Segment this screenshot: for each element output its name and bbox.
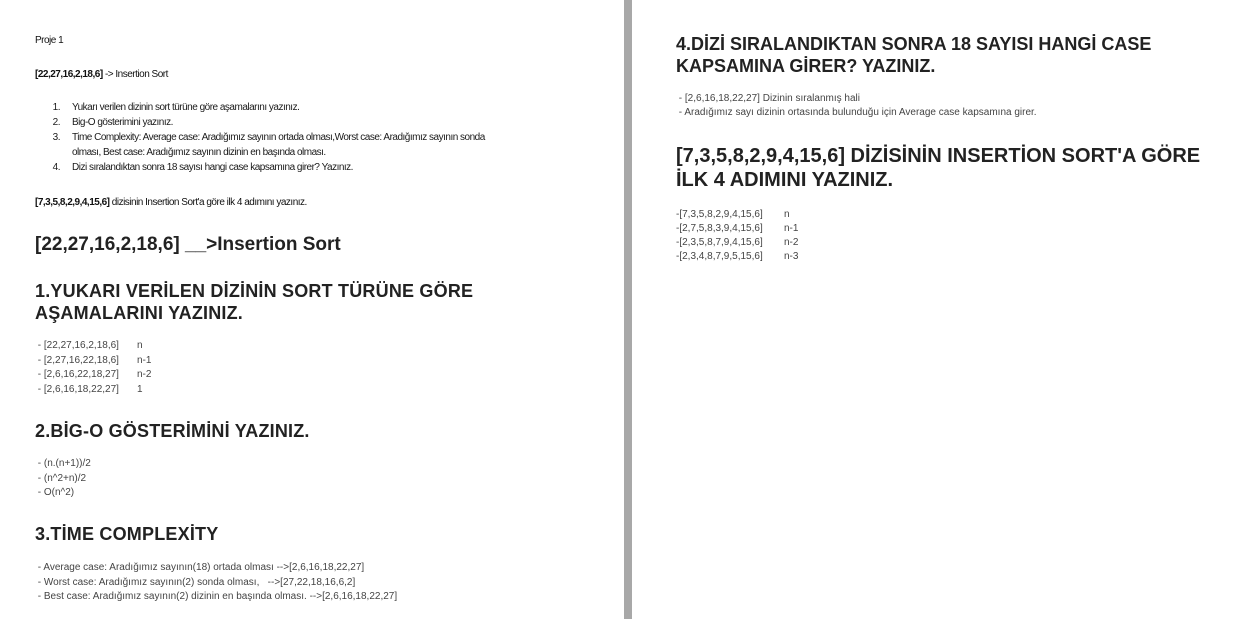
question-number: 2. [52, 117, 60, 128]
row-step: n-2 [137, 369, 152, 380]
section-5-row [676, 236, 798, 250]
array-line [35, 68, 168, 81]
row-step: n-3 [784, 251, 799, 262]
question-text: Time Complexity: Average case: Aradığımız sayının ortada olması,Worst case: Aradığımız sayının sonda [72, 132, 485, 143]
array-line-array: [22,27,16,2,18,6] [35, 69, 103, 80]
question-text: Dizi sıralandıktan sonra 18 sayısı hangi case kapsamına girer? Yazınız. [72, 162, 353, 173]
section-1-row [35, 383, 143, 398]
section-5-heading-line1: [7,3,5,8,2,9,4,15,6] DİZİSİNİN INSERTİON SORT'A GÖRE [676, 145, 1201, 167]
right-document-page [632, 0, 1246, 619]
question-text: Yukarı verilen dizinin sort türüne göre aşamalarını yazınız. [72, 102, 300, 113]
question-text: olması, Best case: Aradığımız sayının dizinin en başında olması. [72, 147, 326, 158]
section-4-heading-line1: 4.DİZİ SIRALANDIKTAN SONRA 18 SAYISI HANGİ CASE [676, 34, 1152, 54]
section-2-heading: 2.BİG-O GÖSTERİMİNİ YAZINIZ. [35, 421, 310, 441]
row-array: - [22,27,16,2,18,6] [35, 340, 119, 351]
row-array: - [2,6,16,22,18,27] [35, 369, 119, 380]
section-1-row [35, 368, 151, 383]
question-number: 1. [52, 102, 60, 113]
question-number: 3. [52, 132, 60, 143]
section-5-heading-line2: İLK 4 ADIMINI YAZINIZ. [676, 169, 894, 191]
row-array: -[7,3,5,8,2,9,4,15,6] [676, 209, 763, 220]
section-5-row [676, 222, 798, 236]
question-text: Big-O gösterimini yazınız. [72, 117, 173, 128]
row-step: n-1 [137, 354, 152, 366]
row-step: n-1 [784, 223, 799, 234]
section-2-line: - O(n^2) [35, 487, 75, 498]
section-4-heading-line2: KAPSAMINA GİRER? YAZINIZ. [676, 56, 936, 76]
question-5-suffix: dizisinin Insertion Sort'a göre ilk 4 adımını yazınız. [109, 197, 307, 208]
section-4-line: - [2,6,16,18,22,27] Dizinin sıralanmış hali [676, 93, 860, 104]
section-2-line: - (n.(n+1))/2 [35, 458, 91, 469]
row-array: -[2,3,5,8,7,9,4,15,6] [676, 237, 763, 248]
section-4-line: - Aradığımız sayı dizinin ortasında bulunduğu için Average case kapsamına girer. [676, 107, 1037, 118]
section-3-line: - Best case: Aradığımız sayının(2) dizinin en başında olması. -->[2,6,16,18,22,27] [35, 591, 398, 602]
section-3-line: - Worst case: Aradığımız sayının(2) sonda olması, -->[27,22,18,16,6,2] [35, 576, 356, 588]
section-1-row [35, 339, 143, 354]
section-5-row [676, 250, 798, 264]
page-divider [624, 0, 632, 619]
proje-title: Proje 1 [35, 35, 64, 46]
array-line-suffix: -> Insertion Sort [102, 69, 168, 80]
row-step: n [137, 340, 143, 351]
section-1-heading-line2: AŞAMALARINI YAZINIZ. [35, 303, 244, 323]
question-number: 4. [52, 162, 60, 173]
row-step: n-2 [784, 237, 799, 248]
row-array: -[2,7,5,8,3,9,4,15,6] [676, 223, 763, 234]
section-3-line: - Average case: Aradığımız sayının(18) ortada olması -->[2,6,16,18,22,27] [35, 562, 365, 573]
section-3-heading: 3.TİME COMPLEXİTY [35, 524, 219, 544]
question-5-array: [7,3,5,8,2,9,4,15,6] [35, 197, 110, 208]
row-array: - [2,6,16,18,22,27] [35, 383, 119, 395]
section-5-row [676, 208, 790, 222]
section-2-line: - (n^2+n)/2 [35, 472, 87, 484]
main-heading: [22,27,16,2,18,6] __>Insertion Sort [35, 234, 341, 255]
row-array: -[2,3,4,8,7,9,5,15,6] [676, 251, 763, 262]
section-1-row [35, 354, 151, 369]
section-1-heading-line1: 1.YUKARI VERİLEN DİZİNİN SORT TÜRÜNE GÖRE [35, 281, 474, 301]
row-step: n [784, 209, 790, 220]
row-step: 1 [137, 383, 143, 395]
row-array: - [2,27,16,22,18,6] [35, 354, 119, 366]
question-5-line [35, 196, 307, 209]
